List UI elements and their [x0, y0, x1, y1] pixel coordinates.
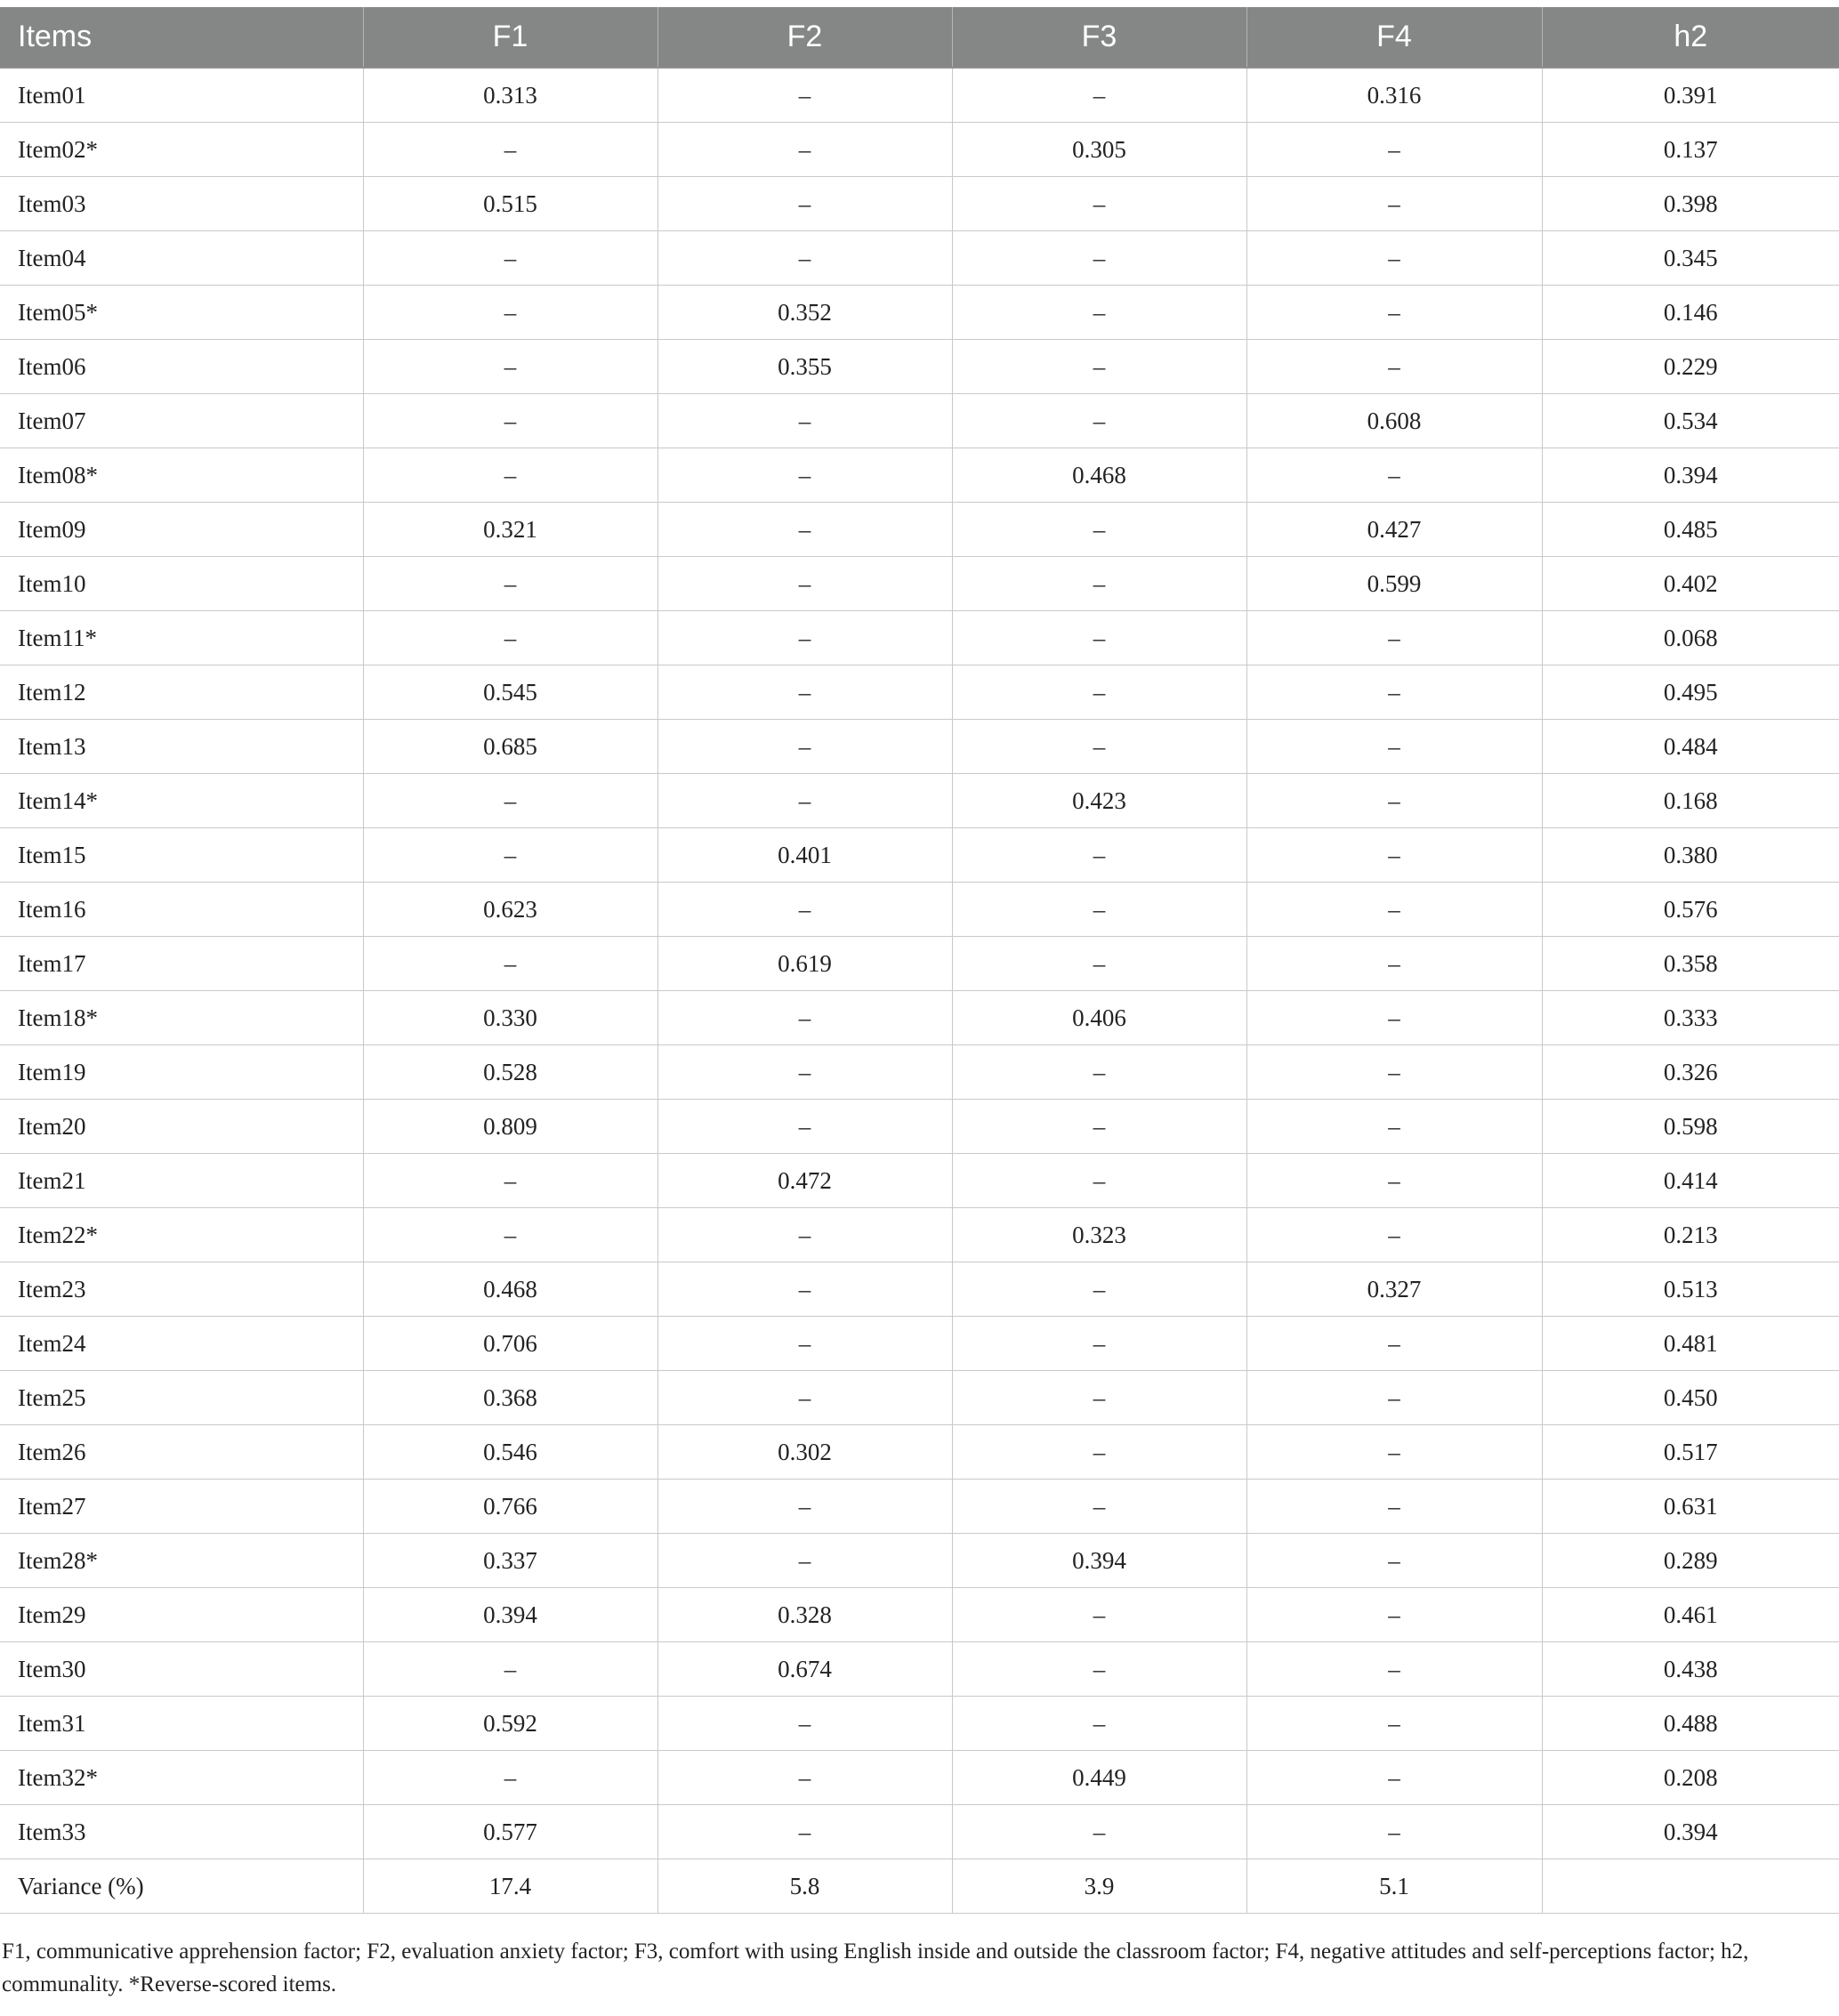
f3-cell: –: [952, 883, 1246, 937]
h2-cell: 0.398: [1542, 177, 1839, 231]
h2-cell: 0.333: [1542, 991, 1839, 1045]
h2-cell: 0.576: [1542, 883, 1839, 937]
table-row: [0, 1208, 1839, 1262]
table-row: [0, 720, 1839, 774]
item-label-cell: Item02*: [0, 123, 363, 177]
f4-cell: 0.427: [1246, 503, 1542, 557]
f4-cell: –: [1246, 1100, 1542, 1154]
item-label-cell: Item23: [0, 1262, 363, 1317]
item-label-cell: Item03: [0, 177, 363, 231]
f1-cell: –: [363, 394, 657, 448]
table-row: [0, 448, 1839, 503]
f3-cell: 0.305: [952, 123, 1246, 177]
table-row: [0, 611, 1839, 665]
table-row: [0, 1588, 1839, 1642]
f2-cell: –: [657, 1208, 952, 1262]
h2-cell: 0.598: [1542, 1100, 1839, 1154]
h2-cell: 0.358: [1542, 937, 1839, 991]
f4-cell: –: [1246, 1480, 1542, 1534]
f4-cell: –: [1246, 1425, 1542, 1480]
f2-cell: 0.674: [657, 1642, 952, 1697]
f4-cell: –: [1246, 1697, 1542, 1751]
table-row: [0, 340, 1839, 394]
f3-cell: –: [952, 177, 1246, 231]
f2-cell: –: [657, 991, 952, 1045]
item-label-cell: Item32*: [0, 1751, 363, 1805]
f1-cell: 0.515: [363, 177, 657, 231]
f3-cell: –: [952, 1642, 1246, 1697]
header-row: [0, 7, 1839, 68]
f1-cell: 0.766: [363, 1480, 657, 1534]
item-label-cell: Item30: [0, 1642, 363, 1697]
header-f3: F3: [952, 7, 1246, 68]
item-label-cell: Item25: [0, 1371, 363, 1425]
f3-cell: –: [952, 1371, 1246, 1425]
table-row: [0, 1425, 1839, 1480]
h2-cell: 0.631: [1542, 1480, 1839, 1534]
h2-cell: 0.146: [1542, 286, 1839, 340]
table-row: [0, 123, 1839, 177]
f4-cell: –: [1246, 1534, 1542, 1588]
f2-cell: 0.355: [657, 340, 952, 394]
item-label-cell: Item17: [0, 937, 363, 991]
f3-cell: –: [952, 340, 1246, 394]
f4-cell: –: [1246, 286, 1542, 340]
f3-cell: –: [952, 665, 1246, 720]
f4-cell: –: [1246, 1045, 1542, 1100]
header-h2: h2: [1542, 7, 1839, 68]
h2-cell: 0.414: [1542, 1154, 1839, 1208]
f4-cell: –: [1246, 1208, 1542, 1262]
item-label-cell: Item05*: [0, 286, 363, 340]
table-row: [0, 503, 1839, 557]
item-label-cell: Item27: [0, 1480, 363, 1534]
item-label-cell: Item01: [0, 68, 363, 123]
item-label-cell: Item33: [0, 1805, 363, 1859]
item-label-cell: Variance (%): [0, 1859, 363, 1914]
f1-cell: –: [363, 1208, 657, 1262]
h2-cell: 0.289: [1542, 1534, 1839, 1588]
table-row: [0, 937, 1839, 991]
f2-cell: –: [657, 1045, 952, 1100]
item-label-cell: Item04: [0, 231, 363, 286]
f4-cell: –: [1246, 177, 1542, 231]
table-row: [0, 68, 1839, 123]
h2-cell: 0.450: [1542, 1371, 1839, 1425]
item-label-cell: Item16: [0, 883, 363, 937]
f4-cell: –: [1246, 448, 1542, 503]
f3-cell: –: [952, 557, 1246, 611]
header-f1: F1: [363, 7, 657, 68]
f3-cell: 0.406: [952, 991, 1246, 1045]
table-row: [0, 1480, 1839, 1534]
f3-cell: –: [952, 68, 1246, 123]
table-row: [0, 1534, 1839, 1588]
table-body: [0, 68, 1839, 1914]
f4-cell: –: [1246, 937, 1542, 991]
f1-cell: –: [363, 448, 657, 503]
f3-cell: –: [952, 1317, 1246, 1371]
item-label-cell: Item11*: [0, 611, 363, 665]
f2-cell: –: [657, 1100, 952, 1154]
item-label-cell: Item09: [0, 503, 363, 557]
f2-cell: –: [657, 1317, 952, 1371]
table-row: [0, 394, 1839, 448]
h2-cell: 0.391: [1542, 68, 1839, 123]
h2-cell: 0.394: [1542, 1805, 1839, 1859]
item-label-cell: Item31: [0, 1697, 363, 1751]
f3-cell: –: [952, 828, 1246, 883]
h2-cell: 0.380: [1542, 828, 1839, 883]
f1-cell: 0.468: [363, 1262, 657, 1317]
item-label-cell: Item24: [0, 1317, 363, 1371]
f3-cell: 0.394: [952, 1534, 1246, 1588]
f1-cell: 0.313: [363, 68, 657, 123]
f3-cell: –: [952, 1588, 1246, 1642]
header-items: Items: [0, 7, 363, 68]
f1-cell: –: [363, 611, 657, 665]
f4-cell: –: [1246, 774, 1542, 828]
h2-cell: 0.068: [1542, 611, 1839, 665]
f1-cell: 0.592: [363, 1697, 657, 1751]
f3-cell: –: [952, 937, 1246, 991]
f1-cell: –: [363, 774, 657, 828]
f3-cell: 0.468: [952, 448, 1246, 503]
f2-cell: –: [657, 231, 952, 286]
item-label-cell: Item15: [0, 828, 363, 883]
f3-cell: 0.323: [952, 1208, 1246, 1262]
f2-cell: –: [657, 177, 952, 231]
h2-cell: 0.484: [1542, 720, 1839, 774]
f4-cell: 0.608: [1246, 394, 1542, 448]
f4-cell: –: [1246, 883, 1542, 937]
table-header: [0, 7, 1839, 68]
f1-cell: –: [363, 231, 657, 286]
f1-cell: 17.4: [363, 1859, 657, 1914]
f2-cell: –: [657, 665, 952, 720]
f2-cell: –: [657, 1534, 952, 1588]
f2-cell: –: [657, 123, 952, 177]
h2-cell: 0.461: [1542, 1588, 1839, 1642]
item-label-cell: Item22*: [0, 1208, 363, 1262]
table-row: [0, 1859, 1839, 1914]
f4-cell: –: [1246, 1642, 1542, 1697]
table-row: [0, 231, 1839, 286]
h2-cell: 0.208: [1542, 1751, 1839, 1805]
f2-cell: 0.401: [657, 828, 952, 883]
item-label-cell: Item13: [0, 720, 363, 774]
header-f2: F2: [657, 7, 952, 68]
f1-cell: –: [363, 557, 657, 611]
f2-cell: 0.352: [657, 286, 952, 340]
f4-cell: 0.327: [1246, 1262, 1542, 1317]
f2-cell: –: [657, 883, 952, 937]
f3-cell: –: [952, 286, 1246, 340]
h2-cell: 0.517: [1542, 1425, 1839, 1480]
item-label-cell: Item21: [0, 1154, 363, 1208]
f3-cell: –: [952, 1425, 1246, 1480]
f2-cell: –: [657, 774, 952, 828]
header-f4: F4: [1246, 7, 1542, 68]
table-footnote: F1, communicative apprehension factor; F2, evaluation anxiety factor; F3, comfort with using English inside and outside the classroom factor; F4, negative attitudes and self-perceptions factor; h2, communality. *Reverse-scored items.: [2, 1939, 1749, 1996]
item-label-cell: Item20: [0, 1100, 363, 1154]
f1-cell: 0.337: [363, 1534, 657, 1588]
f2-cell: –: [657, 720, 952, 774]
f1-cell: –: [363, 340, 657, 394]
f4-cell: –: [1246, 1805, 1542, 1859]
f1-cell: 0.330: [363, 991, 657, 1045]
factor-loadings-table-container: [0, 7, 1839, 1914]
f2-cell: –: [657, 557, 952, 611]
table-row: [0, 1317, 1839, 1371]
f4-cell: –: [1246, 828, 1542, 883]
f4-cell: –: [1246, 1371, 1542, 1425]
h2-cell: 0.481: [1542, 1317, 1839, 1371]
table-row: [0, 828, 1839, 883]
f2-cell: –: [657, 1805, 952, 1859]
f1-cell: 0.368: [363, 1371, 657, 1425]
f4-cell: –: [1246, 665, 1542, 720]
item-label-cell: Item26: [0, 1425, 363, 1480]
f1-cell: 0.706: [363, 1317, 657, 1371]
f1-cell: 0.809: [363, 1100, 657, 1154]
h2-cell: 0.168: [1542, 774, 1839, 828]
table-row: [0, 774, 1839, 828]
f2-cell: 0.619: [657, 937, 952, 991]
f1-cell: 0.685: [363, 720, 657, 774]
h2-cell: 0.394: [1542, 448, 1839, 503]
h2-cell: 0.345: [1542, 231, 1839, 286]
f3-cell: –: [952, 231, 1246, 286]
f3-cell: 0.449: [952, 1751, 1246, 1805]
f1-cell: –: [363, 286, 657, 340]
table-row: [0, 286, 1839, 340]
table-row: [0, 1371, 1839, 1425]
h2-cell: 0.438: [1542, 1642, 1839, 1697]
f2-cell: –: [657, 394, 952, 448]
table-row: [0, 1045, 1839, 1100]
f4-cell: –: [1246, 991, 1542, 1045]
f4-cell: –: [1246, 611, 1542, 665]
f2-cell: –: [657, 68, 952, 123]
f1-cell: –: [363, 123, 657, 177]
f4-cell: –: [1246, 123, 1542, 177]
f3-cell: –: [952, 1480, 1246, 1534]
item-label-cell: Item07: [0, 394, 363, 448]
h2-cell: 0.488: [1542, 1697, 1839, 1751]
table-row: [0, 1154, 1839, 1208]
item-label-cell: Item12: [0, 665, 363, 720]
f4-cell: 5.1: [1246, 1859, 1542, 1914]
f1-cell: 0.321: [363, 503, 657, 557]
f3-cell: –: [952, 611, 1246, 665]
f2-cell: 0.472: [657, 1154, 952, 1208]
f3-cell: –: [952, 1805, 1246, 1859]
f2-cell: –: [657, 1751, 952, 1805]
factor-loadings-table: [0, 7, 1839, 1914]
f1-cell: –: [363, 1751, 657, 1805]
f4-cell: 0.316: [1246, 68, 1542, 123]
f2-cell: 0.328: [657, 1588, 952, 1642]
item-label-cell: Item28*: [0, 1534, 363, 1588]
f2-cell: –: [657, 611, 952, 665]
f1-cell: –: [363, 828, 657, 883]
f3-cell: –: [952, 503, 1246, 557]
f3-cell: –: [952, 1045, 1246, 1100]
h2-cell: 0.402: [1542, 557, 1839, 611]
item-label-cell: Item08*: [0, 448, 363, 503]
f3-cell: –: [952, 394, 1246, 448]
f3-cell: –: [952, 1697, 1246, 1751]
table-row: [0, 557, 1839, 611]
h2-cell: 0.213: [1542, 1208, 1839, 1262]
h2-cell: 0.495: [1542, 665, 1839, 720]
f2-cell: –: [657, 503, 952, 557]
f4-cell: –: [1246, 231, 1542, 286]
table-row: [0, 1751, 1839, 1805]
table-row: [0, 1642, 1839, 1697]
table-row: [0, 665, 1839, 720]
f1-cell: –: [363, 1154, 657, 1208]
f2-cell: 5.8: [657, 1859, 952, 1914]
f1-cell: 0.528: [363, 1045, 657, 1100]
f3-cell: –: [952, 1154, 1246, 1208]
f4-cell: –: [1246, 1751, 1542, 1805]
table-row: [0, 177, 1839, 231]
f4-cell: 0.599: [1246, 557, 1542, 611]
item-label-cell: Item18*: [0, 991, 363, 1045]
f1-cell: –: [363, 1642, 657, 1697]
f3-cell: 0.423: [952, 774, 1246, 828]
table-row: [0, 1697, 1839, 1751]
h2-cell: 0.137: [1542, 123, 1839, 177]
f2-cell: –: [657, 448, 952, 503]
item-label-cell: Item10: [0, 557, 363, 611]
f3-cell: 3.9: [952, 1859, 1246, 1914]
f1-cell: –: [363, 937, 657, 991]
table-row: [0, 1805, 1839, 1859]
item-label-cell: Item06: [0, 340, 363, 394]
f4-cell: –: [1246, 340, 1542, 394]
item-label-cell: Item29: [0, 1588, 363, 1642]
table-row: [0, 1100, 1839, 1154]
h2-cell: 0.534: [1542, 394, 1839, 448]
f1-cell: 0.623: [363, 883, 657, 937]
table-row: [0, 991, 1839, 1045]
f3-cell: –: [952, 720, 1246, 774]
h2-cell: 0.229: [1542, 340, 1839, 394]
f3-cell: –: [952, 1262, 1246, 1317]
f2-cell: 0.302: [657, 1425, 952, 1480]
table-row: [0, 883, 1839, 937]
f4-cell: –: [1246, 1317, 1542, 1371]
h2-cell: 0.326: [1542, 1045, 1839, 1100]
h2-cell: [1542, 1859, 1839, 1914]
f2-cell: –: [657, 1262, 952, 1317]
f2-cell: –: [657, 1697, 952, 1751]
item-label-cell: Item19: [0, 1045, 363, 1100]
f4-cell: –: [1246, 720, 1542, 774]
f1-cell: 0.577: [363, 1805, 657, 1859]
f4-cell: –: [1246, 1588, 1542, 1642]
h2-cell: 0.513: [1542, 1262, 1839, 1317]
f3-cell: –: [952, 1100, 1246, 1154]
f1-cell: 0.394: [363, 1588, 657, 1642]
f1-cell: 0.546: [363, 1425, 657, 1480]
item-label-cell: Item14*: [0, 774, 363, 828]
table-row: [0, 1262, 1839, 1317]
f1-cell: 0.545: [363, 665, 657, 720]
h2-cell: 0.485: [1542, 503, 1839, 557]
f4-cell: –: [1246, 1154, 1542, 1208]
f2-cell: –: [657, 1371, 952, 1425]
f2-cell: –: [657, 1480, 952, 1534]
